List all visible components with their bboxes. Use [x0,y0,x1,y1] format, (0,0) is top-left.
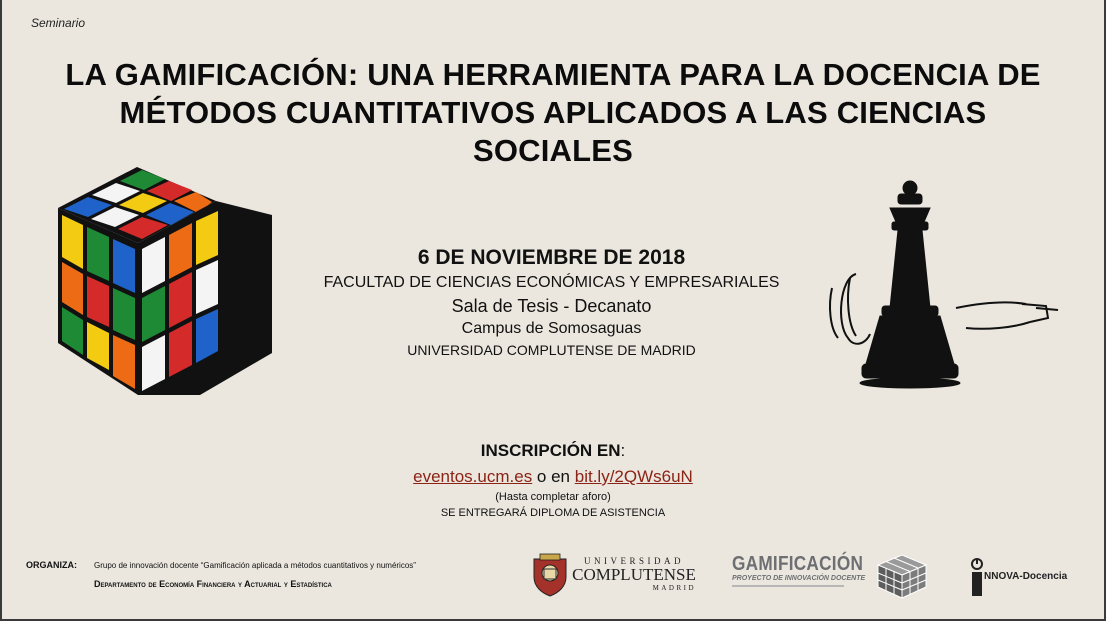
registration-links [333,464,773,490]
bitly-link[interactable]: bit.ly/2QWs6uN [574,467,693,486]
event-details [280,244,823,360]
gam-cube-icon [876,553,928,599]
diploma-note: SE ENTREGARÁ DIPLOMA DE ASISTENCIA [440,507,666,519]
gamificacion-logo [732,553,880,587]
ucm-logo-bottom: MADRID [652,584,696,592]
registration-block [333,440,773,521]
title-line-2: MÉTODOS CUANTITATIVOS APLICADOS A LAS CIENCIAS [119,95,987,130]
ucm-logo-text [572,556,696,592]
event-campus: Campus de Somosaguas [461,320,642,337]
gam-logo-subtitle: PROYECTO DE INNOVACIÓN DOCENTE [732,575,866,582]
registration-heading-text: INSCRIPCIÓN EN [480,441,621,460]
event-room: Sala de Tesis - Decanato [451,296,652,316]
capacity-note: (Hasta completar aforo) [495,491,611,503]
organizer-group: Grupo de innovación docente “Gamificación aplicada a métodos cuantitativos y numéricos” [94,561,416,570]
rubiks-cube-image [50,165,275,397]
event-faculty: FACULTAD DE CIENCIAS ECONÓMICAS Y EMPRESARIALES [323,274,780,291]
chess-queen-image [826,178,1066,393]
link-separator: o en [532,467,575,486]
event-date: 6 DE NOVIEMBRE DE 2018 [417,246,686,269]
registration-heading [333,440,773,462]
innova-text: NNOVA-Docencia [984,571,1068,582]
gam-logo-title: GAMIFICACIÓN [732,553,864,575]
ucm-crest-icon [530,553,570,597]
page-title [0,56,1106,170]
organizer-department: Departamento de Economía Financiera y Actuarial y Estadística [94,579,332,589]
innova-docencia-logo [968,556,1068,605]
ucm-logo-main: COMPLUTENSE [572,565,696,584]
title-line-3: SOCIALES [472,133,634,168]
ucm-logo-top: UNIVERSIDAD [584,556,684,566]
registration-colon: : [620,441,626,460]
organizer-label: ORGANIZA: [26,560,77,570]
eventos-ucm-link[interactable]: eventos.ucm.es [413,467,533,486]
seminar-kicker: Seminario [31,16,86,30]
event-university: UNIVERSIDAD COMPLUTENSE DE MADRID [407,342,696,358]
title-line-1: LA GAMIFICACIÓN: UNA HERRAMIENTA PARA LA DOCENCIA DE [65,57,1041,92]
gam-logo-rule [732,585,844,587]
